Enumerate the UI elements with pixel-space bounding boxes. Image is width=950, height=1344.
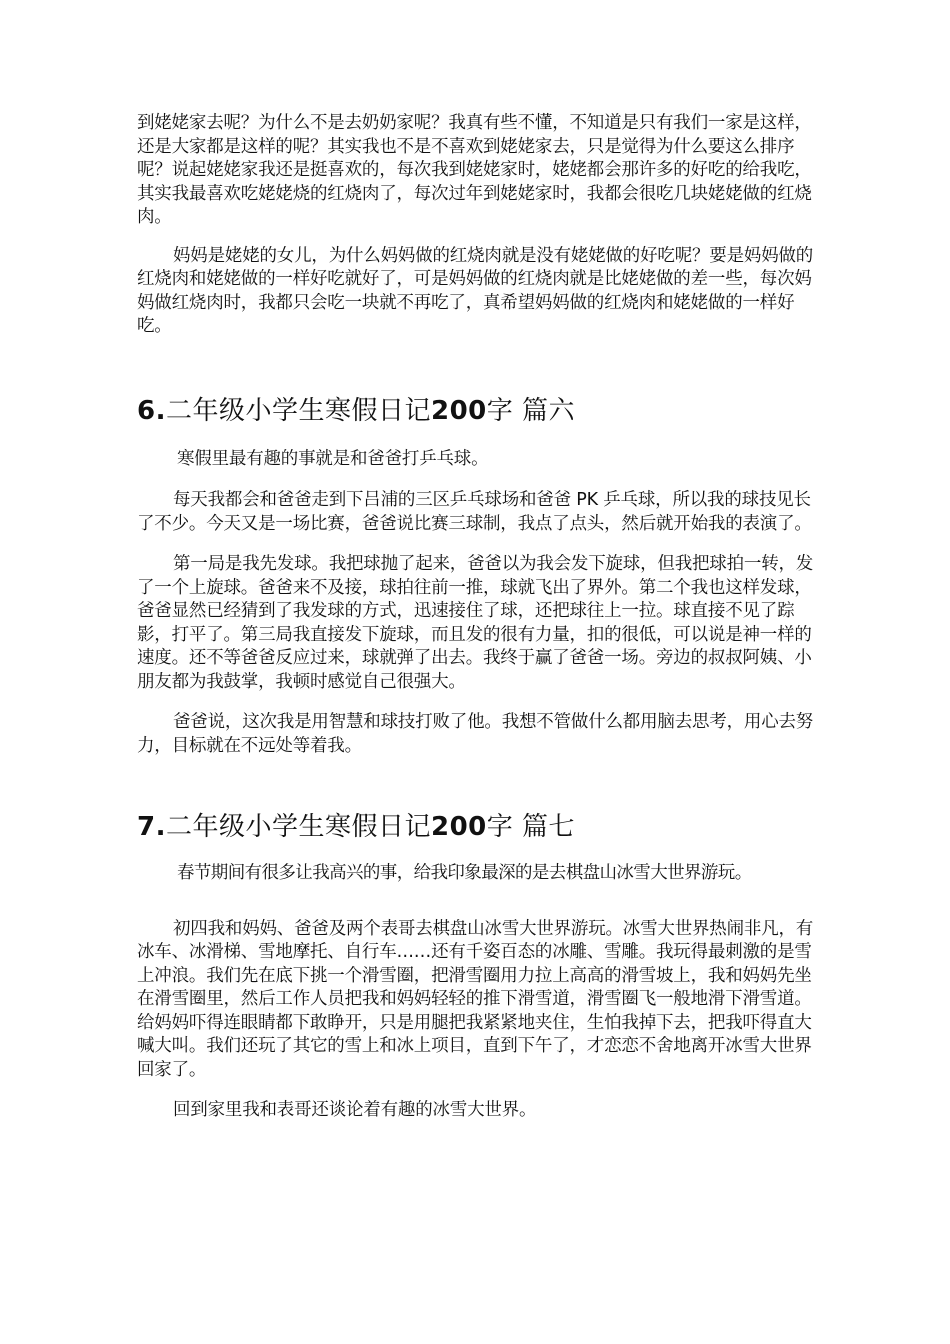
document-body [137,112,817,1123]
section-6-title-c: 字 篇六 [486,395,576,426]
section-6-paragraph-2: 每天我都会和爸爸走到下吕浦的三区乒乓球场和爸爸 PK 乒乓球，所以我的球技见长了不少。今天又是一场比赛，爸爸说比赛三球制，我点了点头，然后就开始我的表演了。 [137,490,812,534]
section-7-paragraph-1: 春节期间有很多让我高兴的事，给我印象最深的是去棋盘山冰雪大世界游玩。 [177,863,752,883]
section-6-title-b: 200 [430,395,487,426]
section-6-number: 6. [137,395,166,426]
section-6-title-a: 二年级小学生寒假日记 [165,395,431,426]
section-7-title-b: 200 [430,812,487,842]
paragraph-top-2: 妈妈是姥姥的女儿，为什么妈妈做的红烧肉就是没有姥姥做的好吃呢？要是妈妈做的红烧肉和姥姥做的一样好吃就好了，可是妈妈做的红烧肉就是比姥姥做的差一些，每次妈妈做红烧肉时，我都只会吃一块就不再吃了，真希望妈妈做的红烧肉和姥姥做的一样好吃。 [137,245,814,336]
section-7-title-a: 二年级小学生寒假日记 [165,812,431,842]
section-7-heading [137,810,817,844]
paragraph-top-1: 到姥姥家去呢？为什么不是去奶奶家呢？我真有些不懂，不知道是只有我们一家是这样，还是大家都是这样的呢？其实我也不是不喜欢到姥姥家去，只是觉得为什么要这么排序呢？说起姥姥家我还是挺喜欢的，每次我到姥姥家时，姥姥都会那许多的好吃的给我吃，其实我最喜欢吃姥姥烧的红烧肉了，每次过年到姥姥家时，我都会很吃几块姥姥做的红烧肉。 [137,113,812,227]
section-7-title-c: 字 篇七 [486,812,576,842]
section-7-paragraph-3: 回到家里我和表哥还谈论着有趣的冰雪大世界。 [173,1100,537,1120]
section-6-paragraph-1: 寒假里最有趣的事就是和爸爸打乒乓球。 [177,448,489,469]
section-6-paragraph-3: 第一局是我先发球。我把球抛了起来，爸爸以为我会发下旋球，但我把球拍一转，发了一个上旋球。爸爸来不及接，球拍往前一推，球就飞出了界外。第二个我也这样发球，爸爸显然已经猜到了我发球的方式，迅速接住了球，还把球往上一拉。球直接不见了踪影，打平了。第三局我直接发下旋球，而且发的很有力量，扣的很低，可以说是神一样的速度。还不等爸爸反应过来，球就弹了出去。我终于赢了爸爸一场。旁边的叔叔阿姨、小朋友都为我鼓掌，我顿时感觉自己很强大。 [137,554,814,692]
section-6-paragraph-4: 爸爸说，这次我是用智慧和球技打败了他。我想不管做什么都用脑去思考，用心去努力，目标就在不远处等着我。 [137,712,814,756]
section-7-number: 7. [137,812,166,842]
section-6-heading [137,394,817,428]
section-7-paragraph-2: 初四我和妈妈、爸爸及两个表哥去棋盘山冰雪大世界游玩。冰雪大世界热闹非凡，有冰车、冰滑梯、雪地摩托、自行车……还有千姿百态的冰雕、雪雕。我玩得最刺激的是雪上冲浪。我们先在底下挑一个滑雪圈，把滑雪圈用力拉上高高的滑雪坡上，我和妈妈先坐在滑雪圈里，然后工作人员把我和妈妈轻轻的推下滑雪道，滑雪圈飞一般地滑下滑雪道。给妈妈吓得连眼睛都下敢睁开，只是用腿把我紧紧地夹住，生怕我掉下去，把我吓得直大喊大叫。我们还玩了其它的雪上和冰上项目，直到下午了，才恋恋不舍地离开冰雪大世界回家了。 [137,918,814,1080]
